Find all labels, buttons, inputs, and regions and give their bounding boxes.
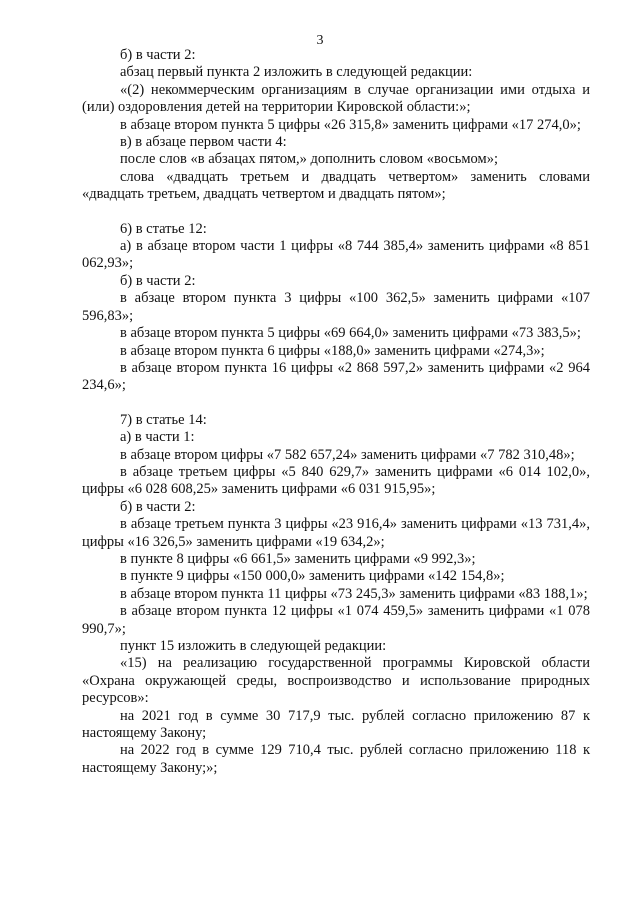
paragraph: в абзаце втором цифры «7 582 657,24» заменить цифрами «7 782 310,48»; — [120, 446, 575, 463]
paragraph: абзац первый пункта 2 изложить в следующей редакции: — [120, 64, 473, 81]
paragraph: в пункте 9 цифры «150 000,0» заменить цифрами «142 154,8»; — [120, 568, 505, 585]
page-number: 3 — [316, 33, 324, 48]
paragraph: б) в части 2: — [120, 498, 196, 515]
paragraph: в абзаце третьем цифры «5 840 629,7» заменить цифрами «6 014 102,0», цифры «6 028 608,25» заменить цифрами «6 031 915,95»; — [82, 463, 590, 498]
paragraph: после слов «в абзацах пятом,» дополнить словом «восьмом»; — [120, 151, 498, 168]
paragraph: а) в абзаце втором части 1 цифры «8 744 385,4» заменить цифрами «8 851 062,93»; — [82, 238, 590, 272]
paragraph: на 2022 год в сумме 129 710,4 тыс. рублей согласно приложению 118 к настоящему Закону;»; — [82, 742, 590, 776]
paragraph: в абзаце втором пункта 6 цифры «188,0» заменить цифрами «274,3»; — [120, 342, 545, 359]
paragraph-gap — [82, 395, 590, 412]
paragraph: в абзаце втором пункта 5 цифры «69 664,0» заменить цифрами «73 383,5»; — [120, 325, 581, 342]
paragraph: «(2) некоммерческим организациям в случае организации ими отдыха и — [120, 81, 590, 98]
paragraph: «15) на реализацию государственной программы Кировской области «Охрана окружающей среды, воспроизводство и использование природных ресурсов»: — [82, 655, 590, 707]
paragraph: в абзаце втором пункта 11 цифры «73 245,3» заменить цифрами «83 188,1»; — [120, 585, 588, 602]
paragraph: в абзаце третьем пункта 3 цифры «23 916,4» заменить цифрами «13 731,4», цифры «16 326,5» заменить цифрами «19 634,2»; — [82, 516, 590, 550]
paragraph: б) в части 2: — [120, 47, 196, 63]
paragraph: в абзаце втором пункта 12 цифры «1 074 459,5» заменить цифрами «1 078 990,7»; — [82, 603, 590, 637]
document-body — [82, 47, 590, 777]
paragraph: (или) оздоровления детей на территории Кировской области:»; — [82, 99, 471, 116]
paragraph: слова «двадцать третьем и двадцать четвертом» заменить словами «двадцать третьем, двадцать четвертом и двадцать пятом»; — [82, 168, 590, 203]
paragraph: а) в части 1: — [120, 429, 195, 446]
paragraph-gap — [82, 204, 590, 221]
paragraph: б) в части 2: — [120, 272, 196, 289]
paragraph: пункт 15 изложить в следующей редакции: — [120, 638, 387, 654]
paragraph: 7) в статье 14: — [120, 411, 207, 428]
paragraph: в) в абзаце первом части 4: — [120, 134, 287, 151]
paragraph: в абзаце втором пункта 3 цифры «100 362,5» заменить цифрами «107 596,83»; — [82, 290, 590, 324]
paragraph: в пункте 8 цифры «6 661,5» заменить цифрами «9 992,3»; — [120, 550, 476, 567]
paragraph: 6) в статье 12: — [120, 220, 207, 237]
paragraph: в абзаце втором пункта 16 цифры «2 868 597,2» заменить цифрами «2 964 234,6»; — [82, 359, 590, 394]
paragraph: в абзаце втором пункта 5 цифры «26 315,8» заменить цифрами «17 274,0»; — [120, 116, 581, 133]
paragraph: на 2021 год в сумме 30 717,9 тыс. рублей согласно приложению 87 к настоящему Закону; — [82, 707, 590, 742]
